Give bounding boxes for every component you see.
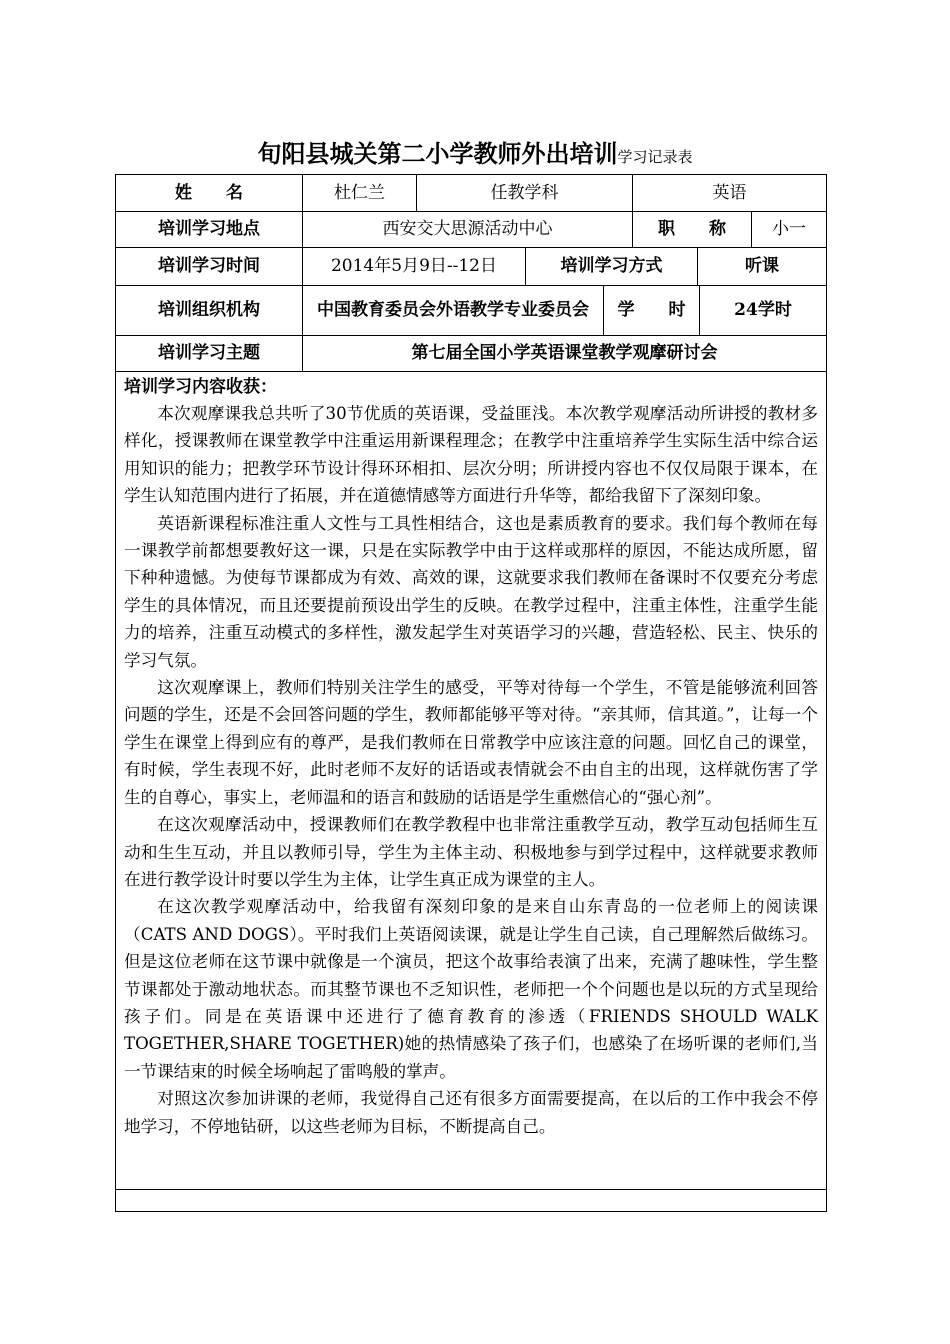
content-paragraph-3: 这次观摩课上，教师们特别关注学生的感受，平等对待每一个学生，不管是能够流利回答问题的学生，还是不会回答问题的学生，教师都能够平等对待。“亲其师，信其道。”，让每一个学生在课堂上得到应有的尊严，是我们教师在日常教学中应该注意的问题。回忆自己的课堂，有时候，学生表现不好，此时老师不友好的话语或表情就会不由自主的出现，这样就伤害了学生的自尊心，事实上，老师温和的语言和鼓励的话语是学生重燃信心的“强心剂”。 <box>124 678 818 807</box>
theme-value: 第七届全国小学英语课堂教学观摩研讨会 <box>411 343 718 363</box>
location-value: 西安交大思源活动中心 <box>303 212 633 247</box>
content-paragraph-2: 英语新课程标准注重人文性与工具性相结合，这也是素质教育的要求。我们每个教师在每一课教学前都想要教好这一课，只是在实际教学中由于这样或那样的原因，不能达成所愿，留下种种遗憾。为使每节课都成为有效、高效的课，这就要求我们教师在备课时不仅要充分考虑学生的具体情况，而且还要提前预设出学生的反映。在教学过程中，注重主体性，注重学生能力的培养，注重互动模式的多样性，激发起学生对英语学习的兴趣，营造轻松、民主、快乐的学习气氛。 <box>124 513 818 670</box>
title-label: 职 称 <box>633 212 752 247</box>
location-label: 培训学习地点 <box>116 212 303 247</box>
title-main: 旬阳县城关第二小学教师外出培训 <box>257 140 618 168</box>
organization-label: 培训组织机构 <box>116 286 303 335</box>
hours-value: 24学时 <box>734 300 792 320</box>
mode-label: 培训学习方式 <box>526 248 698 285</box>
subject-value: 英语 <box>712 182 747 203</box>
organization-value: 中国教育委员会外语教学专业委员会 <box>303 286 604 335</box>
content-label: 培训学习内容收获： <box>124 377 277 397</box>
content-paragraph-1: 本次观摩课我总共听了30节优质的英语课，受益匪浅。本次教学观摩活动所讲授的教材多样化，授课教师在课堂教学中注重运用新课程理念；在教学中注重培养学生实际生活中综合运用知识的能力；把教学环节设计得环环相扣、层次分明；所讲授内容也不仅仅局限于课本，在学生认知范围内进行了拓展，并在道德情感等方面进行升华等，都给我留下了深刻印象。 <box>124 404 818 506</box>
content-paragraph-4: 在这次观摩活动中，授课教师们在教学教程中也非常注重教学互动，教学互动包括师生互动和生生互动，并且以教师引导，学生为主体主动、积极地参与到学过程中，这样就要求教师在进行教学设计时要以学生为主体，让学生真正成为课堂的主人。 <box>124 815 818 889</box>
mode-value: 听课 <box>745 256 779 276</box>
content-section <box>116 372 826 1190</box>
row-time <box>116 248 826 286</box>
hours-label: 学 时 <box>604 286 700 335</box>
time-value: 2014年5月9日--12日 <box>303 248 526 285</box>
name-value: 杜仁兰 <box>303 175 417 211</box>
title-value: 小一 <box>772 219 806 239</box>
time-label: 培训学习时间 <box>116 248 303 285</box>
name-label: 姓 名 <box>116 175 303 211</box>
content-paragraph-5: 在这次教学观摩活动中，给我留有深刻印象的是来自山东青岛的一位老师上的阅读课（CATS AND DOGS）。平时我们上英语阅读课，就是让学生自己读，自己理解然后做练习。但是这位老师在这节课中就像是一个演员，把这个故事给表演了出来，充满了趣味性，学生整节课都处于激动地状态。而其整节课也不乏知识性，老师把一个个问题也是以玩的方式呈现给孩子们。同是在英语课中还进行了德育教育的渗透（FRIENDS SHOULD WALK TOGETHER,SHARE TOGETHER)她的热情感染了孩子们，也感染了在场听课的老师们,当一节课结束的时候全场响起了雷鸣般的掌声。 <box>124 897 818 1081</box>
document-title <box>0 134 950 169</box>
empty-footer-row <box>116 1190 826 1210</box>
training-record-form <box>115 174 827 1212</box>
theme-label: 培训学习主题 <box>116 336 303 371</box>
row-name <box>116 175 826 212</box>
row-theme <box>116 336 826 372</box>
subject-label: 任教学科 <box>417 175 633 211</box>
content-paragraph-6: 对照这次参加讲课的老师，我觉得自己还有很多方面需要提高，在以后的工作中我会不停地学习，不停地钻研，以这些老师为目标，不断提高自己。 <box>124 1089 818 1136</box>
row-organization <box>116 286 826 336</box>
title-suffix: 学习记录表 <box>617 148 693 166</box>
row-location <box>116 212 826 248</box>
